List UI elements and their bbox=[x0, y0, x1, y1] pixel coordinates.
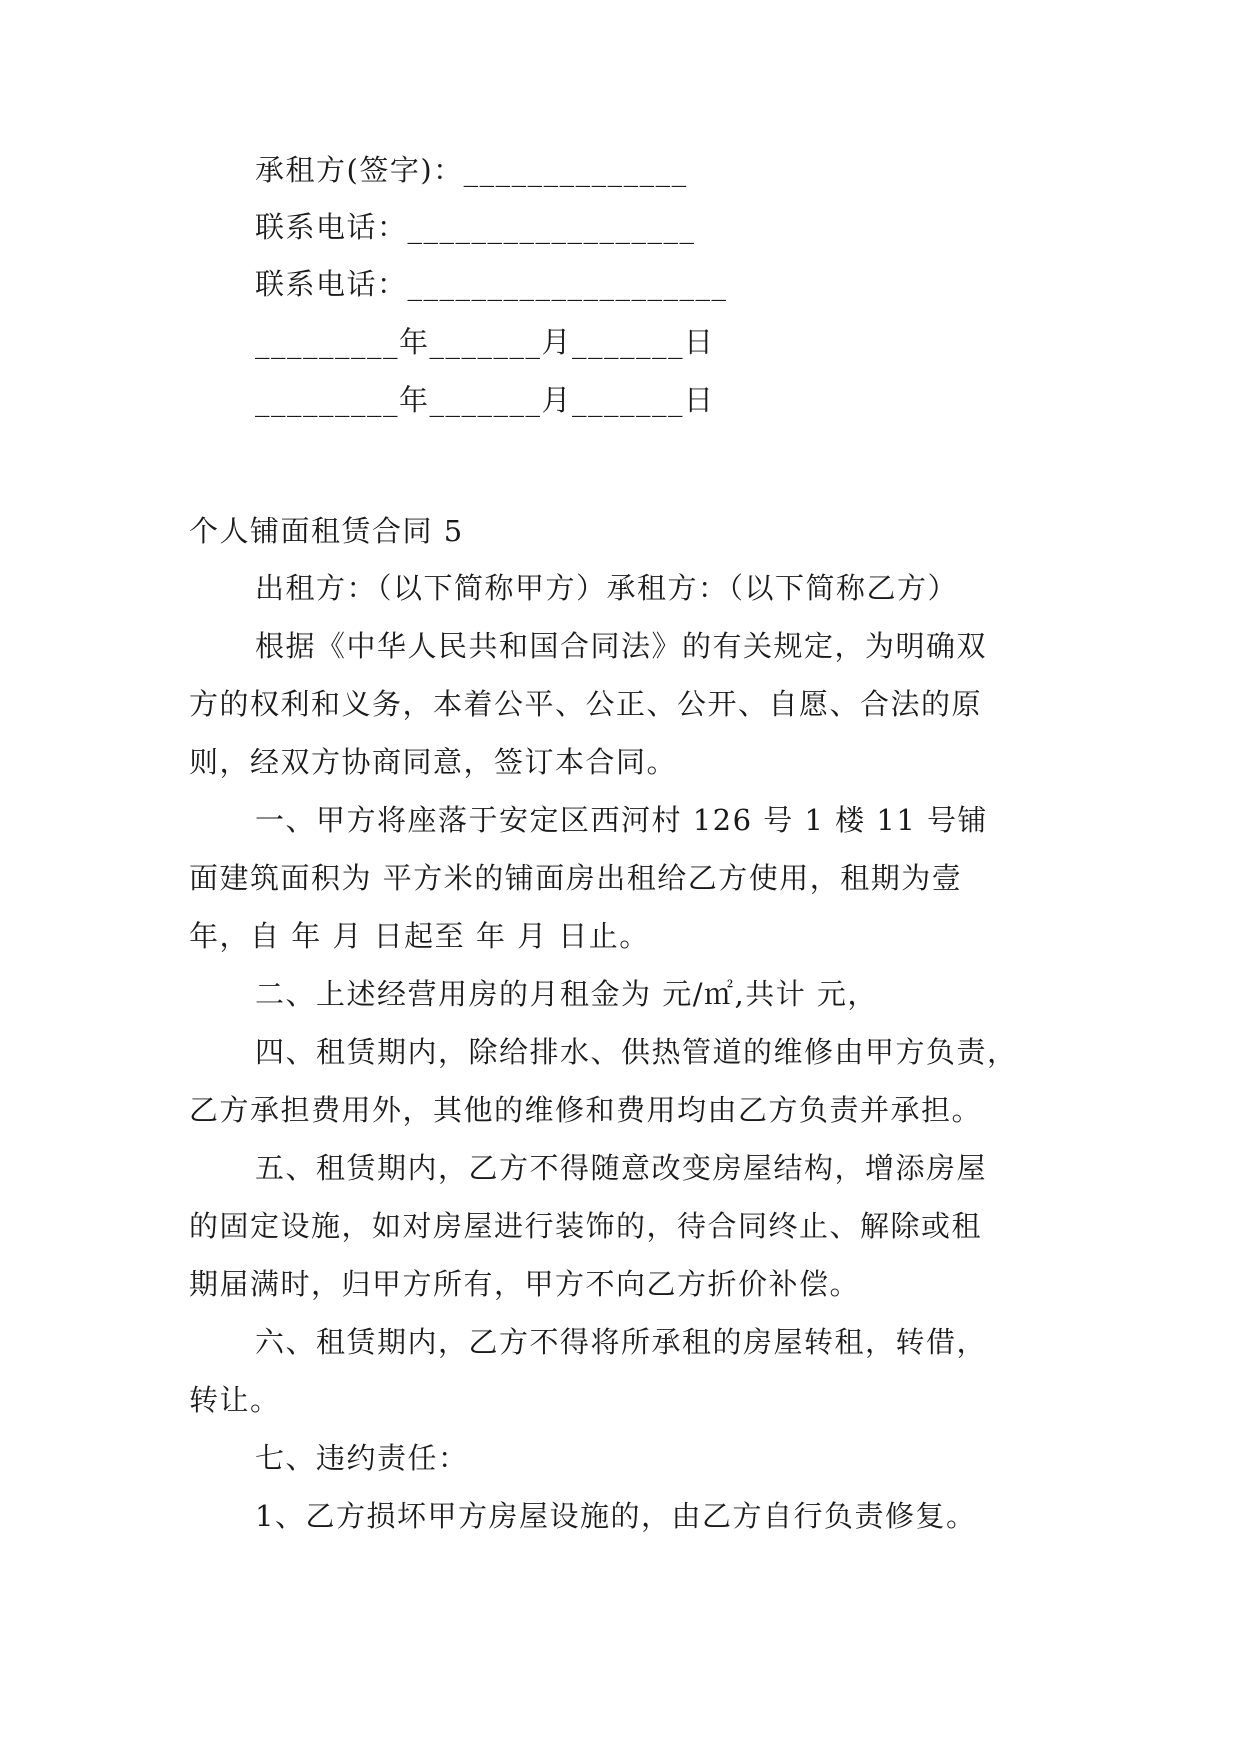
clause-4-line: 乙方承担费用外，其他的维修和费用均由乙方负责并承担。 bbox=[189, 1093, 983, 1127]
clause-5-line: 期届满时，归甲方所有，甲方不向乙方折价补偿。 bbox=[189, 1267, 861, 1301]
clause-5-line: 五、租赁期内，乙方不得随意改变房屋结构，增添房屋 bbox=[255, 1151, 988, 1185]
clause-7-item-1: 1、乙方损坏甲方房屋设施的，由乙方自行负责修复。 bbox=[255, 1499, 977, 1533]
clause-6-line: 六、租赁期内，乙方不得将所承租的房屋转租，转借， bbox=[255, 1325, 988, 1359]
clause-6-line: 转让。 bbox=[189, 1383, 281, 1417]
clause-7-heading: 七、违约责任： bbox=[255, 1441, 469, 1475]
date-line-2: _________年_______月_______日 bbox=[255, 383, 715, 417]
contact-phone-line-1: 联系电话：__________________ bbox=[255, 210, 696, 244]
preamble-line: 方的权利和义务，本着公平、公正、公开、自愿、合法的原 bbox=[189, 687, 983, 721]
preamble-line: 根据《中华人民共和国合同法》的有关规定，为明确双 bbox=[255, 629, 988, 663]
parties-line: 出租方：（以下简称甲方）承租方：（以下简称乙方） bbox=[255, 571, 959, 605]
clause-1-line: 面建筑面积为 平方米的铺面房出租给乙方使用，租期为壹 bbox=[189, 861, 963, 895]
clause-4-line: 四、租赁期内，除给排水、供热管道的维修由甲方负责， bbox=[255, 1035, 1018, 1069]
clause-2-line: 二、上述经营用房的月租金为 元/㎡,共计 元， bbox=[255, 977, 878, 1011]
preamble-line: 则，经双方协商同意，签订本合同。 bbox=[189, 745, 678, 779]
clause-1-line: 一、甲方将座落于安定区西河村 126 号 1 楼 11 号铺 bbox=[255, 803, 989, 837]
contact-phone-line-2: 联系电话：____________________ bbox=[255, 267, 728, 301]
contract-title: 个人铺面租赁合同 5 bbox=[189, 514, 464, 548]
clause-5-line: 的固定设施，如对房屋进行装饰的，待合同终止、解除或租 bbox=[189, 1209, 983, 1243]
tenant-signature-line: 承租方(签字)：______________ bbox=[255, 153, 688, 187]
date-line-1: _________年_______月_______日 bbox=[255, 325, 715, 359]
clause-1-line: 年，自 年 月 日起至 年 月 日止。 bbox=[189, 919, 650, 953]
